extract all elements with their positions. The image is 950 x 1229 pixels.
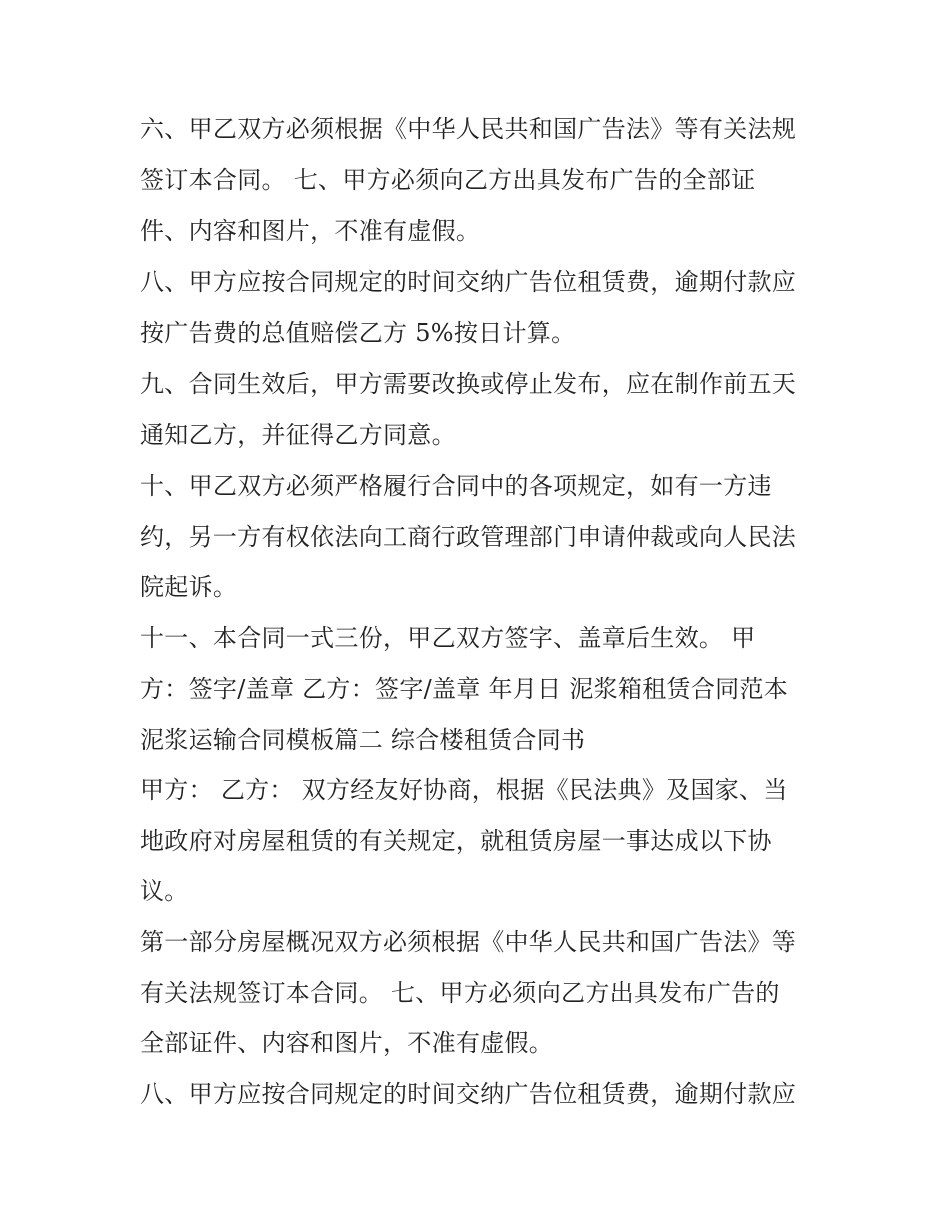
text-line: 泥浆运输合同模板篇二 综合楼租赁合同书	[140, 726, 586, 754]
text-line: 按广告费的总值赔偿乙方 5%按日计算。	[140, 319, 576, 347]
text-line: 甲方： 乙方： 双方经友好协商，根据《民法典》及国家、当	[140, 776, 788, 804]
text-line: 全部证件、内容和图片，不准有虚假。	[140, 1029, 554, 1057]
text-line: 院起诉。	[140, 573, 238, 601]
text-line: 签订本合同。 七、甲方必须向乙方出具发布广告的全部证	[140, 166, 756, 194]
text-line: 九、合同生效后，甲方需要改换或停止发布，应在制作前五天	[140, 370, 797, 398]
text-line: 八、甲方应按合同规定的时间交纳广告位租赁费，逾期付款应	[140, 268, 797, 296]
text-line: 件、内容和图片，不准有虚假。	[140, 217, 481, 245]
text-line: 有关法规签订本合同。 七、甲方必须向乙方出具发布广告的	[140, 979, 780, 1007]
text-line: 地政府对房屋租赁的有关规定，就租赁房屋一事达成以下协	[140, 827, 772, 855]
text-line: 八、甲方应按合同规定的时间交纳广告位租赁费，逾期付款应	[140, 1080, 797, 1108]
text-line: 第一部分房屋概况双方必须根据《中华人民共和国广告法》等	[140, 928, 797, 956]
text-line: 约，另一方有权依法向工商行政管理部门申请仲裁或向人民法	[140, 523, 797, 551]
text-line: 方：签字/盖章 乙方：签字/盖章 年月日 泥浆箱租赁合同范本	[140, 675, 789, 703]
text-line: 十、甲乙双方必须严格履行合同中的各项规定，如有一方违	[140, 472, 772, 500]
text-line: 六、甲乙双方必须根据《中华人民共和国广告法》等有关法规	[140, 115, 797, 143]
text-line: 十一、本合同一式三份，甲乙双方签字、盖章后生效。 甲	[140, 624, 756, 652]
text-line: 通知乙方，并征得乙方同意。	[140, 421, 456, 449]
text-line: 议。	[140, 877, 189, 905]
